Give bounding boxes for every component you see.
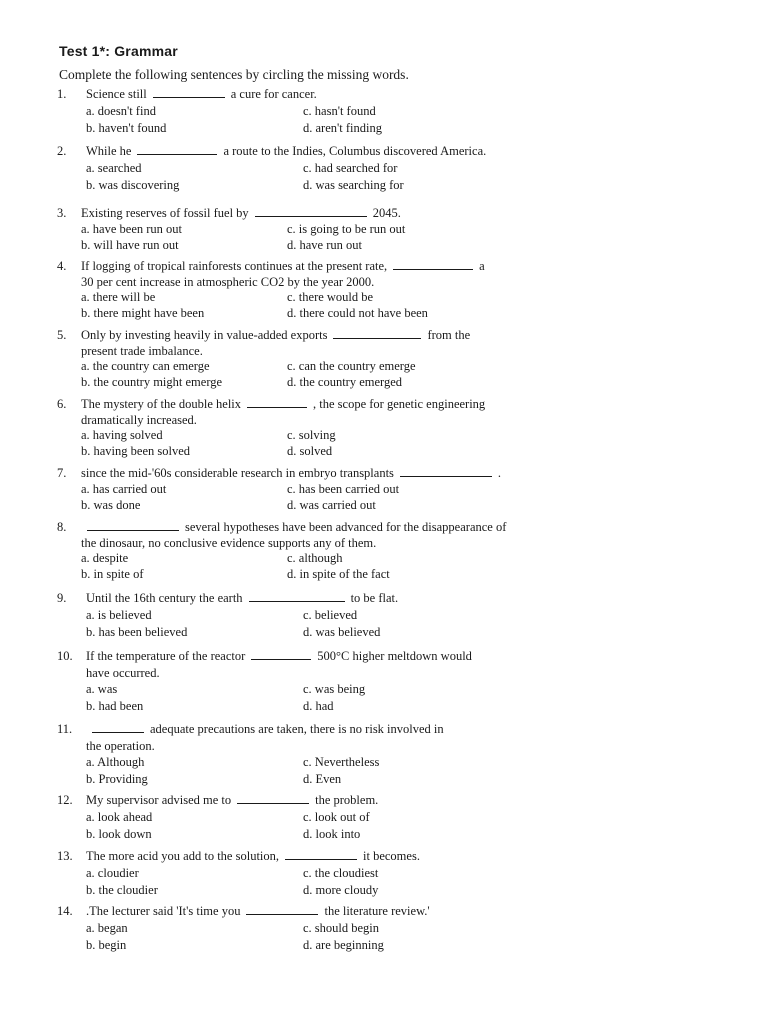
- question-stem-continuation: present trade imbalance.: [81, 344, 203, 358]
- answer-option-c[interactable]: c. had searched for: [303, 161, 398, 175]
- stem-text-after-blank: from the: [427, 328, 471, 342]
- stem-text-before-blank: While he: [86, 144, 132, 158]
- answer-option-a[interactable]: a. having solved: [81, 428, 163, 442]
- question-stem: [86, 591, 398, 606]
- question-number: 2.: [57, 144, 67, 158]
- answer-blank: [247, 398, 307, 408]
- answer-option-c[interactable]: c. has been carried out: [287, 482, 400, 496]
- answer-option-b[interactable]: b. has been believed: [86, 625, 188, 639]
- answer-option-a[interactable]: a. have been run out: [81, 222, 183, 236]
- question-number: 5.: [57, 328, 67, 342]
- stem-text-after-blank: adequate precautions are taken, there is no risk involved in: [150, 722, 444, 736]
- answer-option-d[interactable]: d. aren't finding: [303, 121, 382, 135]
- answer-option-c[interactable]: c. there would be: [287, 290, 374, 304]
- answer-option-a[interactable]: a. is believed: [86, 608, 152, 622]
- answer-option-b[interactable]: b. Providing: [86, 772, 148, 786]
- answer-option-d[interactable]: d. have run out: [287, 238, 362, 252]
- stem-text-before-blank: Science still: [86, 87, 147, 101]
- answer-blank: [251, 650, 311, 660]
- answer-blank: [285, 850, 357, 860]
- question-stem-continuation: dramatically increased.: [81, 413, 197, 427]
- answer-option-c[interactable]: c. should begin: [303, 921, 380, 935]
- answer-blank: [255, 207, 367, 217]
- answer-option-d[interactable]: d. was believed: [303, 625, 381, 639]
- answer-option-d[interactable]: d. was searching for: [303, 178, 404, 192]
- answer-option-b[interactable]: b. was done: [81, 498, 141, 512]
- answer-blank: [249, 592, 345, 602]
- answer-option-c[interactable]: c. believed: [303, 608, 358, 622]
- answer-option-d[interactable]: d. in spite of the fact: [287, 567, 390, 581]
- question-stem: [81, 466, 501, 481]
- question-number: 13.: [57, 849, 73, 863]
- question-stem: [81, 397, 485, 412]
- question-number: 11.: [57, 722, 73, 736]
- answer-blank: [153, 88, 225, 98]
- answer-option-d[interactable]: d. there could not have been: [287, 306, 428, 320]
- answer-option-b[interactable]: b. haven't found: [86, 121, 167, 135]
- answer-blank: [393, 260, 473, 270]
- answer-option-a[interactable]: a. cloudier: [86, 866, 139, 880]
- answer-option-c[interactable]: c. the cloudiest: [303, 866, 379, 880]
- stem-text-after-blank: it becomes.: [363, 849, 420, 863]
- answer-option-d[interactable]: d. more cloudy: [303, 883, 379, 897]
- answer-option-b[interactable]: b. in spite of: [81, 567, 144, 581]
- answer-option-d[interactable]: d. Even: [303, 772, 342, 786]
- answer-option-c[interactable]: c. can the country emerge: [287, 359, 416, 373]
- answer-option-a[interactable]: a. has carried out: [81, 482, 167, 496]
- answer-option-a[interactable]: a. doesn't find: [86, 104, 156, 118]
- stem-text-after-blank: a cure for cancer.: [230, 87, 317, 101]
- question-number: 6.: [57, 397, 67, 411]
- stem-text-before-blank: .The lecturer said 'It's time you: [86, 904, 241, 918]
- question-stem-continuation: the operation.: [86, 739, 155, 753]
- answer-blank: [246, 905, 318, 915]
- answer-option-c[interactable]: c. Nevertheless: [303, 755, 380, 769]
- answer-option-b[interactable]: b. the cloudier: [86, 883, 158, 897]
- answer-option-a[interactable]: a. despite: [81, 551, 129, 565]
- answer-option-c[interactable]: c. solving: [287, 428, 336, 442]
- stem-text-after-blank: the literature review.': [324, 904, 430, 918]
- stem-text-before-blank: Until the 16th century the earth: [86, 591, 243, 605]
- answer-option-a[interactable]: a. searched: [86, 161, 142, 175]
- question-stem: [86, 649, 472, 664]
- stem-text-before-blank: If the temperature of the reactor: [86, 649, 246, 663]
- answer-option-b[interactable]: b. having been solved: [81, 444, 191, 458]
- answer-option-a[interactable]: a. the country can emerge: [81, 359, 210, 373]
- question-number: 4.: [57, 259, 67, 273]
- answer-option-b[interactable]: b. the country might emerge: [81, 375, 223, 389]
- question-number: 9.: [57, 591, 67, 605]
- answer-option-d[interactable]: d. are beginning: [303, 938, 384, 952]
- question-number: 14.: [57, 904, 73, 918]
- answer-option-a[interactable]: a. there will be: [81, 290, 156, 304]
- question-stem: [86, 793, 378, 808]
- stem-text-before-blank: since the mid-'60s considerable research in embryo transplants: [81, 466, 394, 480]
- stem-text-before-blank: The mystery of the double helix: [81, 397, 242, 411]
- answer-blank: [237, 794, 309, 804]
- stem-text-after-blank: a: [479, 259, 485, 273]
- answer-blank: [137, 145, 217, 155]
- answer-option-b[interactable]: b. will have run out: [81, 238, 179, 252]
- answer-option-b[interactable]: b. was discovering: [86, 178, 180, 192]
- answer-blank: [400, 467, 492, 477]
- question-stem: [81, 259, 485, 274]
- answer-option-d[interactable]: d. had: [303, 699, 334, 713]
- answer-option-b[interactable]: b. begin: [86, 938, 127, 952]
- stem-text-after-blank: to be flat.: [350, 591, 399, 605]
- answer-option-c[interactable]: c. hasn't found: [303, 104, 376, 118]
- question-stem-continuation: 30 per cent increase in atmospheric CO2 by the year 2000.: [81, 275, 375, 289]
- question-stem: [86, 722, 444, 737]
- question-stem: [81, 328, 470, 343]
- question-number: 8.: [57, 520, 67, 534]
- question-stem: [81, 520, 506, 535]
- question-stem: [86, 87, 317, 102]
- stem-text-after-blank: a route to the Indies, Columbus discovered America.: [223, 144, 487, 158]
- answer-option-d[interactable]: d. was carried out: [287, 498, 376, 512]
- question-stem-continuation: the dinosaur, no conclusive evidence supports any of them.: [81, 536, 377, 550]
- stem-text-before-blank: The more acid you add to the solution,: [86, 849, 280, 863]
- answer-option-b[interactable]: b. look down: [86, 827, 152, 841]
- answer-option-b[interactable]: b. had been: [86, 699, 144, 713]
- answer-option-a[interactable]: a. Although: [86, 755, 145, 769]
- answer-option-a[interactable]: a. began: [86, 921, 128, 935]
- answer-option-c[interactable]: c. is going to be run out: [287, 222, 406, 236]
- question-number: 7.: [57, 466, 67, 480]
- answer-option-d[interactable]: d. the country emerged: [287, 375, 403, 389]
- stem-text-after-blank: , the scope for genetic engineering: [313, 397, 486, 411]
- question-number: 1.: [57, 87, 67, 101]
- question-number: 10.: [57, 649, 73, 663]
- question-stem: [81, 206, 401, 221]
- question-stem-continuation: have occurred.: [86, 666, 160, 680]
- answer-option-c[interactable]: c. although: [287, 551, 343, 565]
- answer-option-c[interactable]: c. look out of: [303, 810, 370, 824]
- answer-option-a[interactable]: a. was: [86, 682, 118, 696]
- stem-text-after-blank: .: [497, 466, 502, 480]
- stem-text-after-blank: the problem.: [315, 793, 379, 807]
- instructions: Complete the following sentences by circling the missing words.: [59, 67, 409, 82]
- stem-text-after-blank: 2045.: [372, 206, 401, 220]
- answer-blank: [333, 329, 421, 339]
- question-stem: [86, 904, 430, 919]
- stem-text-before-blank: Existing reserves of fossil fuel by: [81, 206, 249, 220]
- stem-text-before-blank: My supervisor advised me to: [86, 793, 232, 807]
- answer-option-d[interactable]: d. look into: [303, 827, 361, 841]
- stem-text-after-blank: several hypotheses have been advanced for the disappearance of: [185, 520, 507, 534]
- stem-text-after-blank: 500°C higher meltdown would: [317, 649, 472, 663]
- page-title: Test 1*: Grammar: [59, 43, 178, 59]
- question-stem: [86, 144, 486, 159]
- answer-option-d[interactable]: d. solved: [287, 444, 333, 458]
- answer-option-a[interactable]: a. look ahead: [86, 810, 153, 824]
- answer-option-c[interactable]: c. was being: [303, 682, 366, 696]
- question-number: 3.: [57, 206, 67, 220]
- answer-blank: [92, 723, 144, 733]
- stem-text-before-blank: Only by investing heavily in value-added exports: [81, 328, 328, 342]
- question-stem: [86, 849, 420, 864]
- answer-blank: [87, 521, 179, 531]
- question-number: 12.: [57, 793, 73, 807]
- stem-text-before-blank: If logging of tropical rainforests continues at the present rate,: [81, 259, 388, 273]
- answer-option-b[interactable]: b. there might have been: [81, 306, 205, 320]
